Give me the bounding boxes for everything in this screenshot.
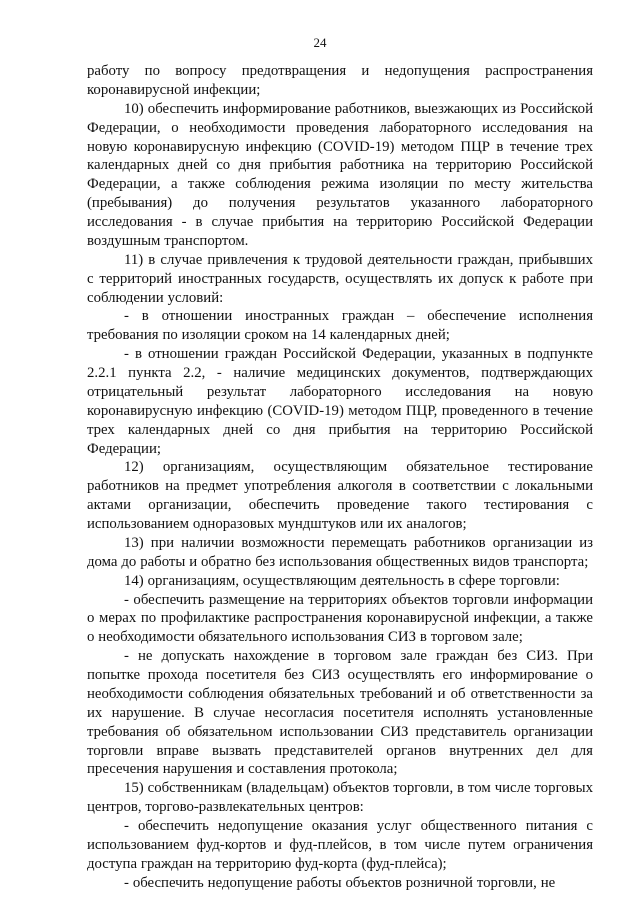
paragraph: 15) собственникам (владельцам) объектов торговли, в том числе торговых центров, торгово-развлекательных центров:	[87, 780, 593, 816]
page-number: 24	[313, 35, 327, 50]
paragraph: 13) при наличии возможности перемещать работников организации из дома до работы и обратно без использования общественных видов транспорта;	[87, 534, 593, 570]
paragraph: - в отношении граждан Российской Федерации, указанных в подпункте 2.2.1 пункта 2.2, - наличие медицинских документов, подтверждающих отрицательный результат лабораторного исследования на новую коронавирусную инфекцию (COVID-19) методом ПЦР, проведенного в течение трех календарных дней со дня прибытия на территорию Российской Федерации;	[87, 346, 593, 457]
paragraph: 14) организациям, осуществляющим деятельность в сфере торговли:	[124, 572, 560, 589]
paragraph: работу по вопросу предотвращения и недопущения распространения коронавирусной инфекции;	[87, 63, 593, 98]
paragraph: - обеспечить размещение на территориях объектов торговли информации о мерах по профилактике распространения коронавирусной инфекции, а также о необходимости обязательного использования СИЗ в торговом зале;	[87, 591, 593, 646]
paragraph: - обеспечить недопущение оказания услуг общественного питания с использованием фуд-кортов и фуд-плейсов, в том числе путем ограничения доступа граждан на территорию фуд-корта (фуд-плейса);	[87, 818, 593, 872]
document-body	[87, 62, 593, 893]
paragraph: 10) обеспечить информирование работников, выезжающих из Российской Федерации, о необходимости проведения лабораторного исследования на новую коронавирусную инфекцию (COVID-19) методом ПЦР в течение трех календарных дней со дня прибытия работника на территорию Российской Федерации, а также соблюдения режима изоляции по месту жительства (пребывания) до получения результатов указанного лабораторного исследования - в случае прибытия на территорию Российской Федерации воздушным транспортом.	[87, 100, 593, 249]
paragraph: 12) организациям, осуществляющим обязательное тестирование работников на предмет употребления алкоголя в соответствии с локальными актами организации, обеспечить проведение такого тестирования с использованием одноразовых мундштуков или их аналогов;	[87, 459, 593, 532]
paragraph: - в отношении иностранных граждан – обеспечение исполнения требования по изоляции сроком на 14 календарных дней;	[87, 308, 593, 344]
paragraph: - не допускать нахождение в торговом зале граждан без СИЗ. При попытке прохода посетителя без СИЗ осуществлять его информирование о необходимости соблюдения обязательных требований и об ответственности за их нарушение. В случае несогласия посетителя исполнять установленные требования об обязательном использовании СИЗ представитель организации торговли вправе вызвать представителей органов внутренних дел для пресечения нарушения и составления протокола;	[87, 648, 593, 778]
paragraph: 11) в случае привлечения к трудовой деятельности граждан, прибывших с территорий иностранных государств, осуществлять их допуск к работе при соблюдении условий:	[87, 251, 593, 306]
paragraph: - обеспечить недопущение работы объектов розничной торговли, не	[124, 874, 556, 891]
